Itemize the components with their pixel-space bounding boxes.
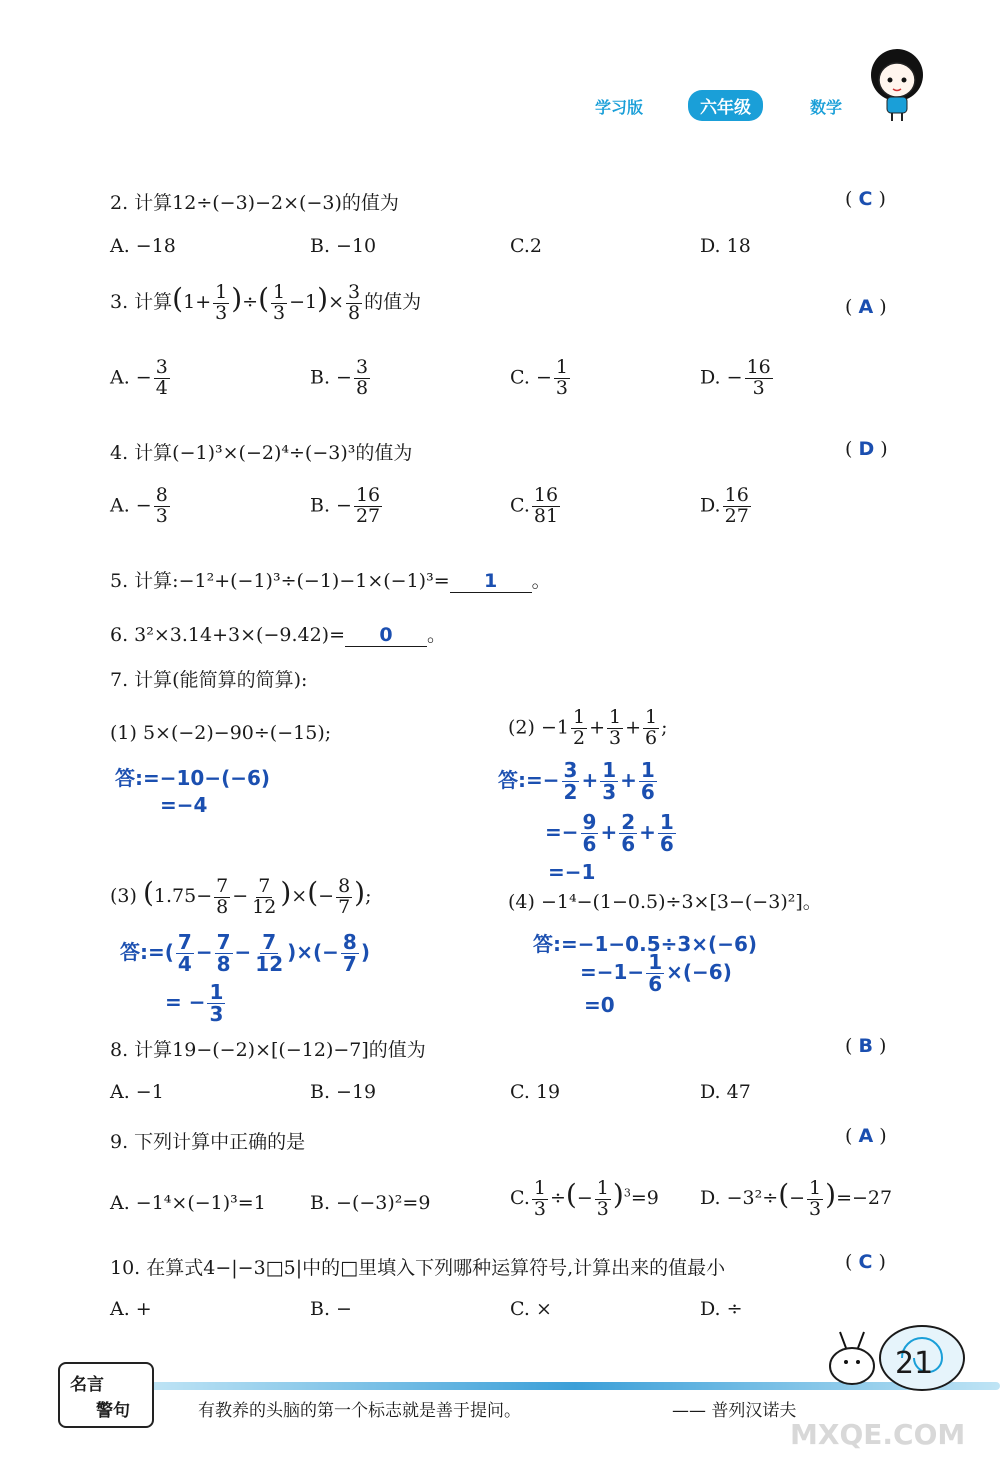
q9-option-d: D. −3²÷(− $\frac{1}{3}$ )=−27 bbox=[700, 1176, 893, 1220]
q10-option-d: D. ÷ bbox=[700, 1298, 743, 1320]
question-5: 5. 计算:−1²+(−1)³÷(−1)−1×(−1)³= 1 。 bbox=[110, 570, 551, 592]
footer-tag-line-1: 名言 bbox=[70, 1375, 104, 1395]
q3-option-b: B. − $\frac{3}{8}$ bbox=[310, 356, 369, 399]
q8-option-b: B. −19 bbox=[310, 1081, 377, 1103]
q7-part-1-work-line-2: =−4 bbox=[160, 793, 208, 817]
footer-tag-box bbox=[58, 1362, 154, 1428]
header-series: 学习版 bbox=[595, 98, 644, 117]
question-3-answer: A bbox=[858, 296, 874, 318]
q10-option-c: C. × bbox=[510, 1298, 552, 1320]
q7-part-3-work-line-1: 答:=( $\frac{7}{4}$ − $\frac{7}{8}$ − $\frac{7}{12}$ )×(− $\frac{8}{7}$ ) bbox=[120, 930, 370, 976]
girl-mascot-icon bbox=[865, 45, 935, 125]
question-6: 6. 3²×3.14+3×(−9.42)= 0 。 bbox=[110, 624, 447, 646]
q4-option-b: B. − $\frac{16}{27}$ bbox=[310, 484, 381, 527]
q7-part-4-work-line-1: 答:=−1−0.5÷3×(−6) bbox=[533, 932, 758, 956]
q4-option-d: D. $\frac{16}{27}$ bbox=[700, 484, 749, 527]
question-3-answer-paren: ( A ) bbox=[845, 296, 887, 318]
q7-part-4: (4) −1⁴−(1−0.5)÷3×[3−(−3)²]。 bbox=[508, 891, 822, 913]
q2-option-a: A. −18 bbox=[110, 235, 176, 257]
footer-tag-line-2: 警句 bbox=[96, 1401, 130, 1421]
question-9-answer: A bbox=[858, 1125, 874, 1147]
question-2-answer-paren: ( C ) bbox=[845, 188, 886, 210]
q8-option-a: A. −1 bbox=[110, 1081, 164, 1103]
q2-option-b: B. −10 bbox=[310, 235, 377, 257]
q2-option-c: C.2 bbox=[510, 235, 542, 257]
q4-option-a: A. − $\frac{8}{3}$ bbox=[110, 484, 168, 527]
footer-quote: 有教养的头脑的第一个标志就是善于提问。 bbox=[198, 1401, 521, 1421]
q7-part-3-work-line-2: = − $\frac{1}{3}$ bbox=[165, 980, 224, 1026]
q3-option-a: A. − $\frac{3}{4}$ bbox=[110, 356, 168, 399]
q7-part-2-work-line-1: 答:=− $\frac{3}{2}$ + $\frac{1}{3}$ + $\frac{1}{6}$ bbox=[498, 758, 655, 804]
page-header bbox=[560, 60, 980, 140]
question-4-answer: D bbox=[858, 438, 875, 460]
q7-part-2-work-line-2: =− $\frac{9}{6}$ + $\frac{2}{6}$ + $\frac{1}{6}$ bbox=[545, 810, 674, 856]
question-10-answer-paren: ( C ) bbox=[845, 1251, 886, 1273]
q8-option-c: C. 19 bbox=[510, 1081, 561, 1103]
q9-option-b: B. −(−3)²=9 bbox=[310, 1192, 431, 1214]
question-10-stem: 10. 在算式4−|−3□5|中的□里填入下列哪种运算符号,计算出来的值最小 bbox=[110, 1257, 726, 1279]
question-9-stem: 9. 下列计算中正确的是 bbox=[110, 1131, 306, 1153]
q3-option-d: D. − $\frac{16}{3}$ bbox=[700, 356, 771, 399]
q9-option-c: C. $\frac{1}{3}$ ÷(− $\frac{1}{3}$ )$^3$=9 bbox=[510, 1176, 659, 1220]
question-9-answer-paren: ( A ) bbox=[845, 1125, 887, 1147]
q9-option-a: A. −1⁴×(−1)³=1 bbox=[110, 1192, 266, 1214]
question-8-stem: 8. 计算19−(−2)×[(−12)−7]的值为 bbox=[110, 1039, 426, 1061]
q2-option-d: D. 18 bbox=[700, 235, 751, 257]
q4-option-c: C. $\frac{16}{81}$ bbox=[510, 484, 559, 527]
q10-option-b: B. − bbox=[310, 1298, 352, 1320]
q10-option-a: A. + bbox=[110, 1298, 152, 1320]
header-grade: 六年级 bbox=[688, 90, 763, 121]
q3-option-c: C. − $\frac{1}{3}$ bbox=[510, 356, 568, 399]
question-4-stem: 4. 计算(−1)³×(−2)⁴÷(−3)³的值为 bbox=[110, 442, 413, 464]
footer-quote-author: —— 普列汉诺夫 bbox=[672, 1401, 797, 1421]
question-7-stem: 7. 计算(能简算的简算): bbox=[110, 669, 308, 691]
question-2-stem: 2. 计算12÷(−3)−2×(−3)的值为 bbox=[110, 192, 399, 214]
q7-part-2: (2) −1 $\frac{1}{2}$ + $\frac{1}{3}$ + $\frac{1}{6}$ ; bbox=[508, 706, 668, 749]
question-10-answer: C bbox=[858, 1251, 873, 1273]
q7-part-4-work-line-2: =−1− $\frac{1}{6}$ ×(−6) bbox=[580, 950, 732, 996]
question-5-answer: 1 bbox=[484, 570, 498, 592]
watermark: MXQE.COM bbox=[790, 1418, 966, 1451]
q7-part-2-work-line-3: =−1 bbox=[548, 860, 596, 884]
question-6-answer: 0 bbox=[379, 624, 393, 646]
question-3-stem: 3. 计算(1+ $\frac{1}{3}$ )÷( $\frac{1}{3}$ −1)× $\frac{3}{8}$ 的值为 bbox=[110, 280, 422, 324]
question-8-answer-paren: ( B ) bbox=[845, 1035, 887, 1057]
page-number: 21 bbox=[895, 1346, 934, 1381]
question-2-answer: C bbox=[858, 188, 873, 210]
q8-option-d: D. 47 bbox=[700, 1081, 751, 1103]
q7-part-4-work-line-3: =0 bbox=[584, 993, 615, 1017]
header-subject: 数学 bbox=[810, 98, 843, 117]
q7-part-1: (1) 5×(−2)−90÷(−15); bbox=[110, 722, 332, 744]
q7-part-3: (3) (1.75− $\frac{7}{8}$ − $\frac{7}{12}$ )×(− $\frac{8}{7}$ ); bbox=[110, 874, 372, 918]
question-8-answer: B bbox=[858, 1035, 873, 1057]
question-4-answer-paren: ( D ) bbox=[845, 438, 888, 460]
q7-part-1-work-line-1: 答:=−10−(−6) bbox=[115, 766, 271, 790]
